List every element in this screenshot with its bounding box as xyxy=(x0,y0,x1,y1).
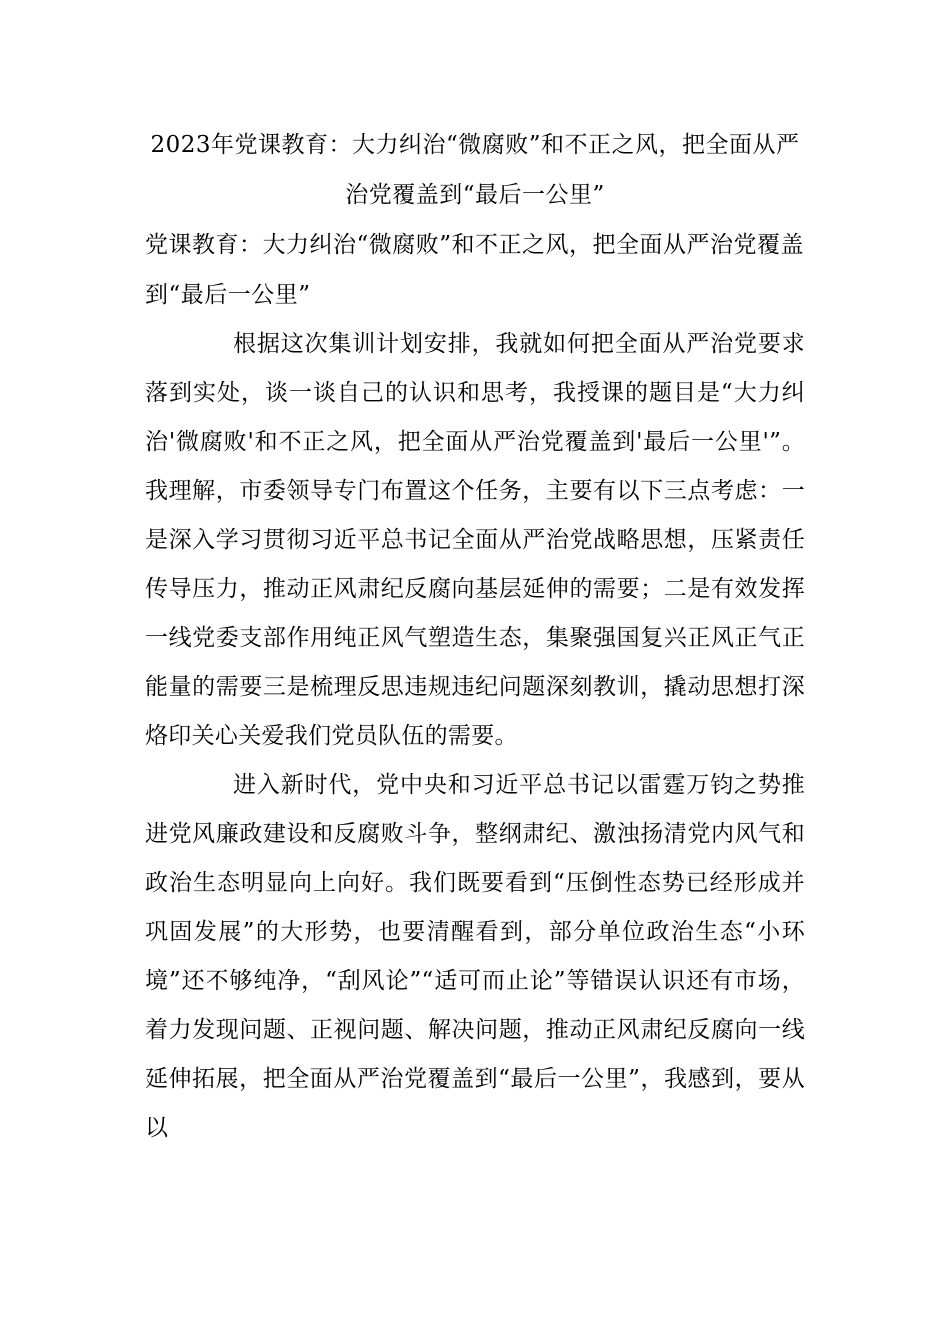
document-title: 2023年党课教育：大力纠治“微腐败”和不正之风，把全面从严治党覆盖到“最后一公里” xyxy=(150,132,800,208)
paragraph-1: 根据这次集训计划安排，我就如何把全面从严治党要求落到实处，谈一谈自己的认识和思考，我授课的题目是“大力纠治'微腐败'和不正之风，把全面从严治党覆盖到'最后一公里'”。我理解，市委领导专门布置这个任务，主要有以下三点考虑：一是深入学习贯彻习近平总书记全面从严治党战略思想，压紧责任传导压力，推动正风肃纪反腐向基层延伸的需要；二是有效发挥一线党委支部作用纯正风气塑造生态，集聚强国复兴正风正气正能量的需要三是梳理反思违规违纪问题深刻教训，撬动思想打深烙印关心关爱我们党员队伍的需要。 xyxy=(145,331,805,749)
document-page xyxy=(145,120,805,1153)
paragraph-2: 进入新时代，党中央和习近平总书记以雷霆万钧之势推进党风廉政建设和反腐败斗争，整纲肃纪、激浊扬清党内风气和政治生态明显向上向好。我们既要看到“压倒性态势已经形成并巩固发展”的大形势，也要清醒看到，部分单位政治生态“小环境”还不够纯净，“刮风论”“适可而止论”等错误认识还有市场，着力发现问题、正视问题、解决问题，推动正风肃纪反腐向一线延伸拓展，把全面从严治党覆盖到“最后一公里”，我感到，要从以 xyxy=(145,772,805,1141)
document-subtitle: 党课教育：大力纠治“微腐败”和不正之风，把全面从严治党覆盖到“最后一公里” xyxy=(145,232,805,308)
